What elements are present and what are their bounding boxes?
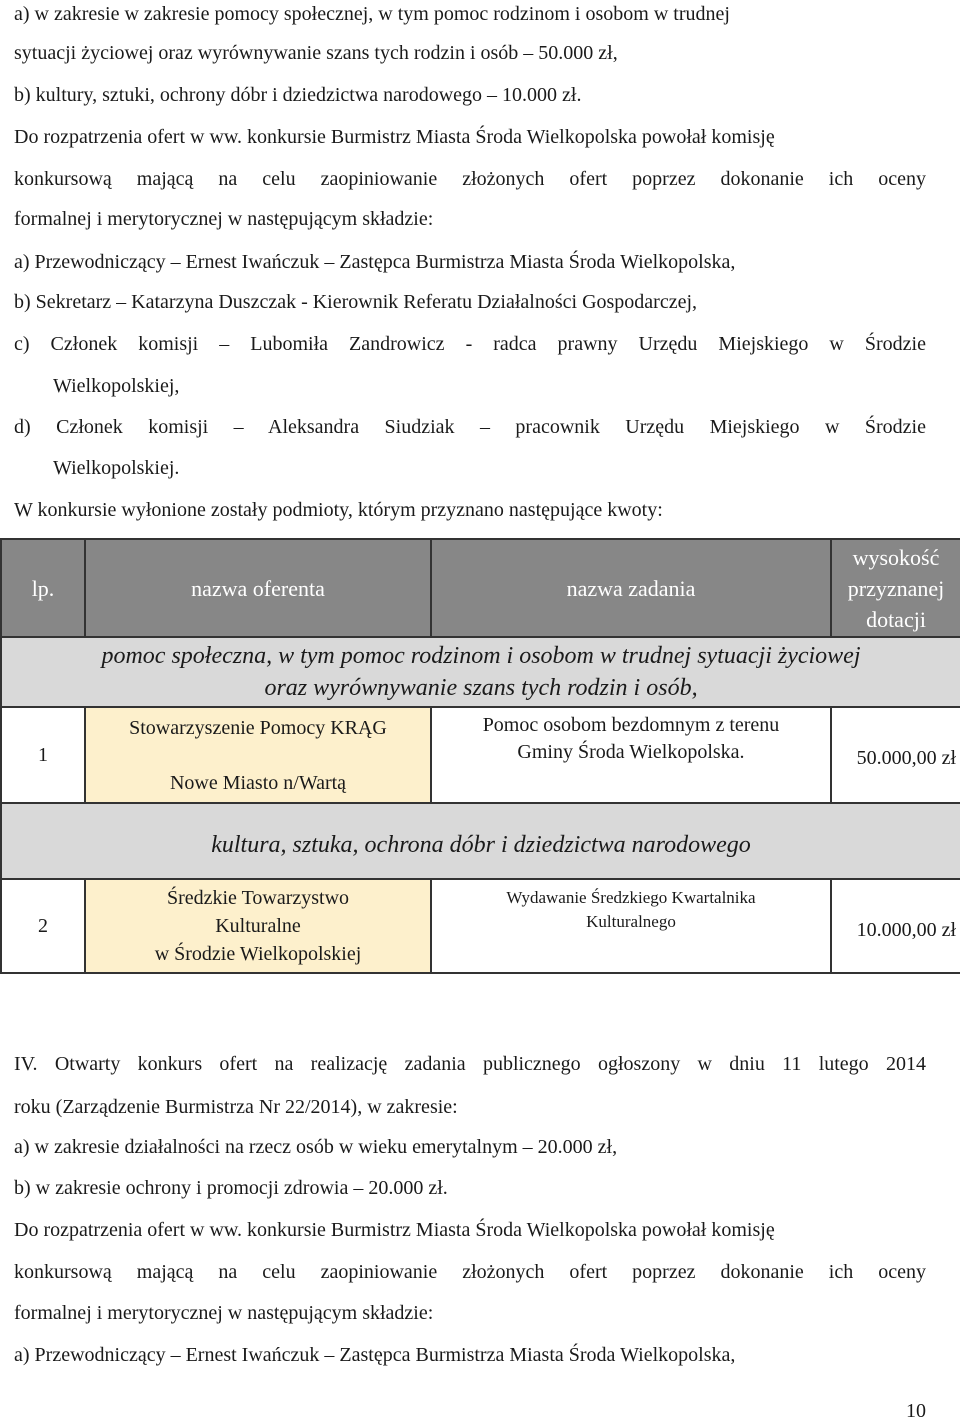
- table-row: [1, 707, 960, 803]
- intro-line-a1: a) w zakresie w zakresie pomocy społecznej, w tym pomoc rodzinom i osobom w trudnej: [14, 3, 730, 25]
- intro-line-b: b) kultury, sztuki, ochrony dóbr i dziedzictwa narodowego – 10.000 zł.: [14, 84, 582, 106]
- row2-lp: 2: [1, 879, 85, 973]
- row2-offerer: [85, 879, 431, 973]
- row2-offerer-line1: Średzkie Towarzystwo: [166, 887, 350, 909]
- row1-task-line2: Gminy Środa Wielkopolska.: [517, 741, 745, 763]
- section4-line-b: b) w zakresie ochrony i promocji zdrowia – 20.000 zł.: [14, 1177, 448, 1199]
- member-c-line1: c) Członek komisji – Lubomiła Zandrowicz - radca prawny Urzędu Miejskiego w Środzie: [14, 333, 926, 355]
- section4-commission-3: formalnej i merytorycznej w następującym składzie:: [14, 1302, 434, 1324]
- member-d-line2: Wielkopolskiej.: [53, 457, 180, 479]
- section4-member-a: a) Przewodniczący – Ernest Iwańczuk – Zastępca Burmistrza Miasta Środa Wielkopolska,: [14, 1344, 736, 1366]
- awards-table: [0, 538, 960, 974]
- table-header-row: [1, 539, 960, 637]
- row2-task-line1: Wydawanie Średzkiego Kwartalnika: [506, 888, 756, 907]
- member-c-line2: Wielkopolskiej,: [53, 375, 180, 397]
- section4-line2: roku (Zarządzenie Burmistrza Nr 22/2014), w zakresie:: [14, 1096, 458, 1118]
- section-row-social: [1, 637, 960, 707]
- table-row: [1, 879, 960, 973]
- row1-offerer-line1: Stowarzyszenie Pomocy KRĄG: [129, 716, 387, 739]
- row2-amount: 10.000,00 zł: [831, 879, 960, 973]
- member-d-line1: d) Członek komisji – Aleksandra Siudziak – pracownik Urzędu Miejskiego w Środzie: [14, 416, 926, 438]
- member-b: b) Sekretarz – Katarzyna Duszczak - Kierownik Referatu Działalności Gospodarczej,: [14, 291, 698, 313]
- row1-amount: 50.000,00 zł: [831, 707, 960, 803]
- row1-task: [431, 707, 831, 803]
- commission-intro-2: konkursową mającą na celu zaopiniowanie złożonych ofert poprzez dokonanie ich oceny: [14, 168, 926, 190]
- row1-offerer-line2: Nowe Miasto n/Wartą: [169, 771, 347, 794]
- commission-intro-1: Do rozpatrzenia ofert w ww. konkursie Burmistrz Miasta Środa Wielkopolska powołał komisję: [14, 126, 775, 148]
- section4-line-a: a) w zakresie działalności na rzecz osób w wieku emerytalnym – 20.000 zł,: [14, 1136, 618, 1158]
- page-number: 10: [906, 1400, 926, 1422]
- section-social-line2: oraz wyrównywanie szans tych rodzin i osób,: [264, 675, 698, 701]
- row2-offerer-line3: w Środzie Wielkopolskiej: [154, 943, 362, 965]
- row2-offerer-line2: Kulturalne: [215, 915, 301, 937]
- section4-commission-1: Do rozpatrzenia ofert w ww. konkursie Burmistrz Miasta Środa Wielkopolska powołał komisję: [14, 1219, 775, 1241]
- header-amount: [831, 539, 960, 637]
- header-task: nazwa zadania: [431, 539, 831, 637]
- winners-intro: W konkursie wyłonione zostały podmioty, którym przyznano następujące kwoty:: [14, 499, 663, 521]
- member-a: a) Przewodniczący – Ernest Iwańczuk – Zastępca Burmistrza Miasta Środa Wielkopolska,: [14, 251, 736, 273]
- row2-task-line2: Kulturalnego: [586, 912, 676, 931]
- row2-task: [431, 879, 831, 973]
- section-row-culture: [1, 803, 960, 879]
- section4-line1: IV. Otwarty konkurs ofert na realizację zadania publicznego ogłoszony w dniu 11 lutego 2014: [14, 1053, 926, 1075]
- row1-offerer: [85, 707, 431, 803]
- section4-commission-2: konkursową mającą na celu zaopiniowanie złożonych ofert poprzez dokonanie ich oceny: [14, 1261, 926, 1283]
- section-social-line1: pomoc społeczna, w tym pomoc rodzinom i osobom w trudnej sytuacji życiowej: [101, 643, 861, 669]
- section-social-cell: [1, 637, 960, 707]
- section-culture-cell: kultura, sztuka, ochrona dóbr i dziedzictwa narodowego: [1, 803, 960, 879]
- header-amount-line1: wysokość: [852, 544, 940, 570]
- row1-task-line1: Pomoc osobom bezdomnym z terenu: [482, 714, 780, 736]
- header-lp: lp.: [1, 539, 85, 637]
- commission-intro-3: formalnej i merytorycznej w następującym składzie:: [14, 208, 434, 230]
- header-amount-line2: przyznanej: [847, 575, 945, 601]
- header-offerer: nazwa oferenta: [85, 539, 431, 637]
- intro-line-a2: sytuacji życiowej oraz wyrównywanie szans tych rodzin i osób – 50.000 zł,: [14, 42, 618, 64]
- row1-lp: 1: [1, 707, 85, 803]
- header-amount-line3: dotacji: [866, 606, 926, 632]
